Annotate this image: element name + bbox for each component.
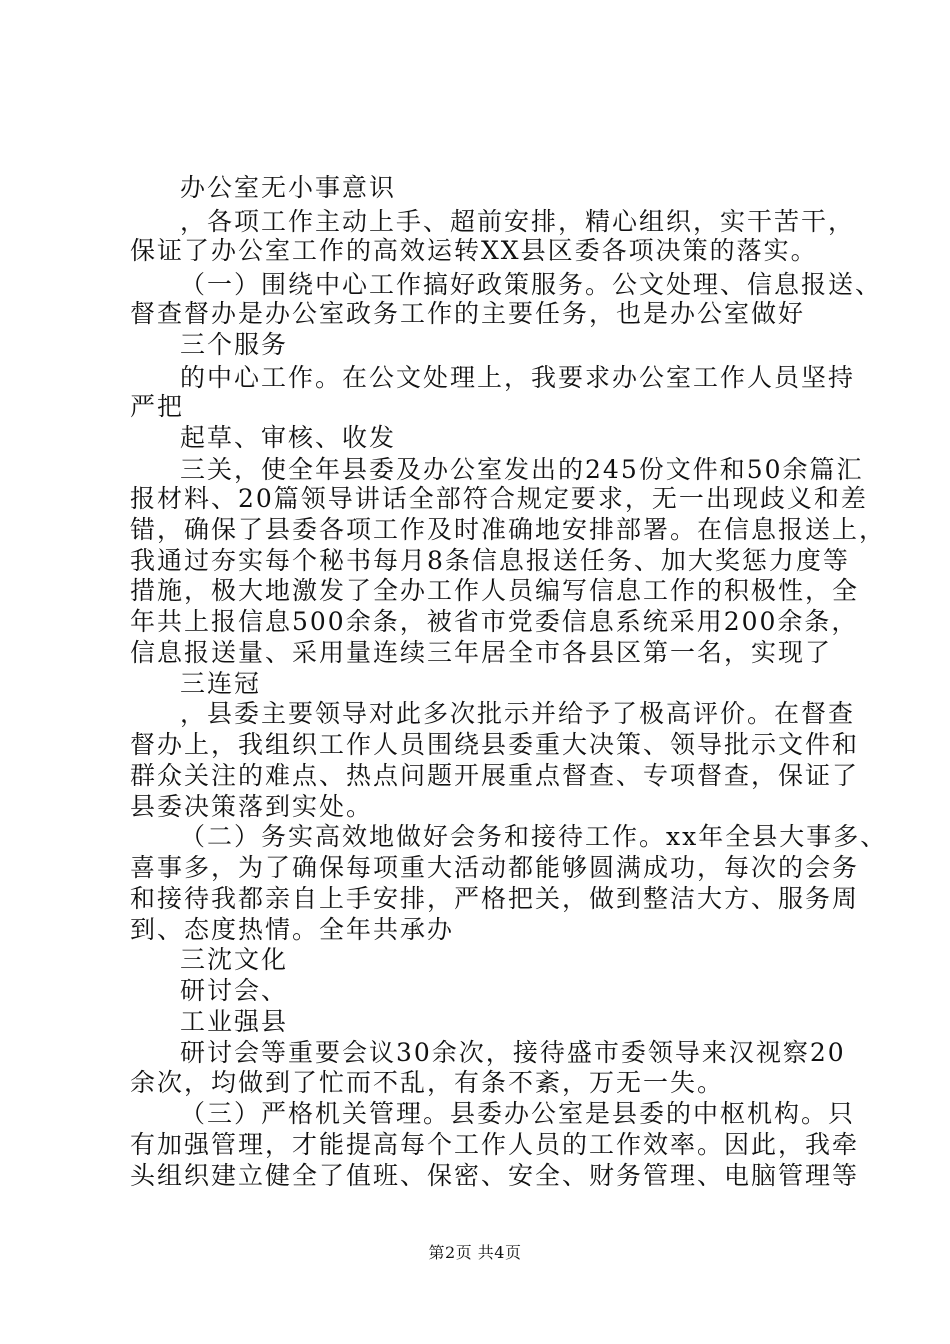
text-line: 到、态度热情。全年共承办 <box>130 915 455 944</box>
text-line: 办公室无小事意识 <box>180 173 397 202</box>
text-line: 督办上，我组织工作人员围绕县委重大决策、领导批示文件和 <box>130 730 860 759</box>
text-line: 严把 <box>130 392 185 421</box>
text-line: 和接待我都亲自上手安排，严格把关，做到整洁大方、服务周 <box>130 884 860 913</box>
text-line: 的中心工作。在公文处理上，我要求办公室工作人员坚持 <box>180 363 856 392</box>
text-line: 信息报送量、采用量连续三年居全市各县区第一名，实现了 <box>130 638 833 667</box>
page-footer <box>0 1243 950 1263</box>
text-line: 我通过夯实每个秘书每月8条信息报送任务、加大奖惩力度等 <box>130 546 850 575</box>
text-line: ，各项工作主动上手、超前安排，精心组织，实干苦干， <box>180 207 856 236</box>
text-line: 研讨会、 <box>180 976 289 1005</box>
text-line: 三沈文化 <box>180 945 289 974</box>
text-line: 头组织建立健全了值班、保密、安全、财务管理、电脑管理等 <box>130 1161 860 1190</box>
text-line: 县委决策落到实处。 <box>130 792 374 821</box>
text-line: ，县委主要领导对此多次批示并给予了极高评价。在督查 <box>180 699 856 728</box>
page-number-label: 第2页 共4页 <box>428 1243 522 1262</box>
text-line: 工业强县 <box>180 1007 289 1036</box>
text-line: 三个服务 <box>180 330 289 359</box>
text-line: 年共上报信息500余条，被省市党委信息系统采用200余条， <box>130 607 859 636</box>
text-line: 有加强管理，才能提高每个工作人员的工作效率。因此，我牵 <box>130 1130 860 1159</box>
text-line: 研讨会等重要会议30余次，接待盛市委领导来汉视察20 <box>180 1038 846 1067</box>
text-line: （二）务实高效地做好会务和接待工作。xx年全县大事多、 <box>180 822 888 851</box>
text-line: 喜事多，为了确保每项重大活动都能够圆满成功，每次的会务 <box>130 853 860 882</box>
text-line: 群众关注的难点、热点问题开展重点督查、专项督查，保证了 <box>130 761 860 790</box>
text-line: 措施，极大地激发了全办工作人员编写信息工作的积极性，全 <box>130 576 860 605</box>
text-line: 报材料、20篇领导讲话全部符合规定要求，无一出现歧义和差 <box>130 484 868 513</box>
text-line: 三连冠 <box>180 669 262 698</box>
text-line: （三）严格机关管理。县委办公室是县委的中枢机构。只 <box>180 1099 856 1128</box>
text-line: （一）围绕中心工作搞好政策服务。公文处理、信息报送、 <box>180 270 883 299</box>
text-line: 起草、审核、收发 <box>180 423 397 452</box>
text-line: 三关，使全年县委及办公室发出的245份文件和50余篇汇 <box>180 455 864 484</box>
text-line: 保证了办公室工作的高效运转XX县区委各项决策的落实。 <box>130 236 818 265</box>
text-line: 余次，均做到了忙而不乱，有条不紊，万无一失。 <box>130 1068 725 1097</box>
text-line: 错，确保了县委各项工作及时准确地安排部署。在信息报送上， <box>130 515 887 544</box>
text-line: 督查督办是办公室政务工作的主要任务，也是办公室做好 <box>130 299 806 328</box>
